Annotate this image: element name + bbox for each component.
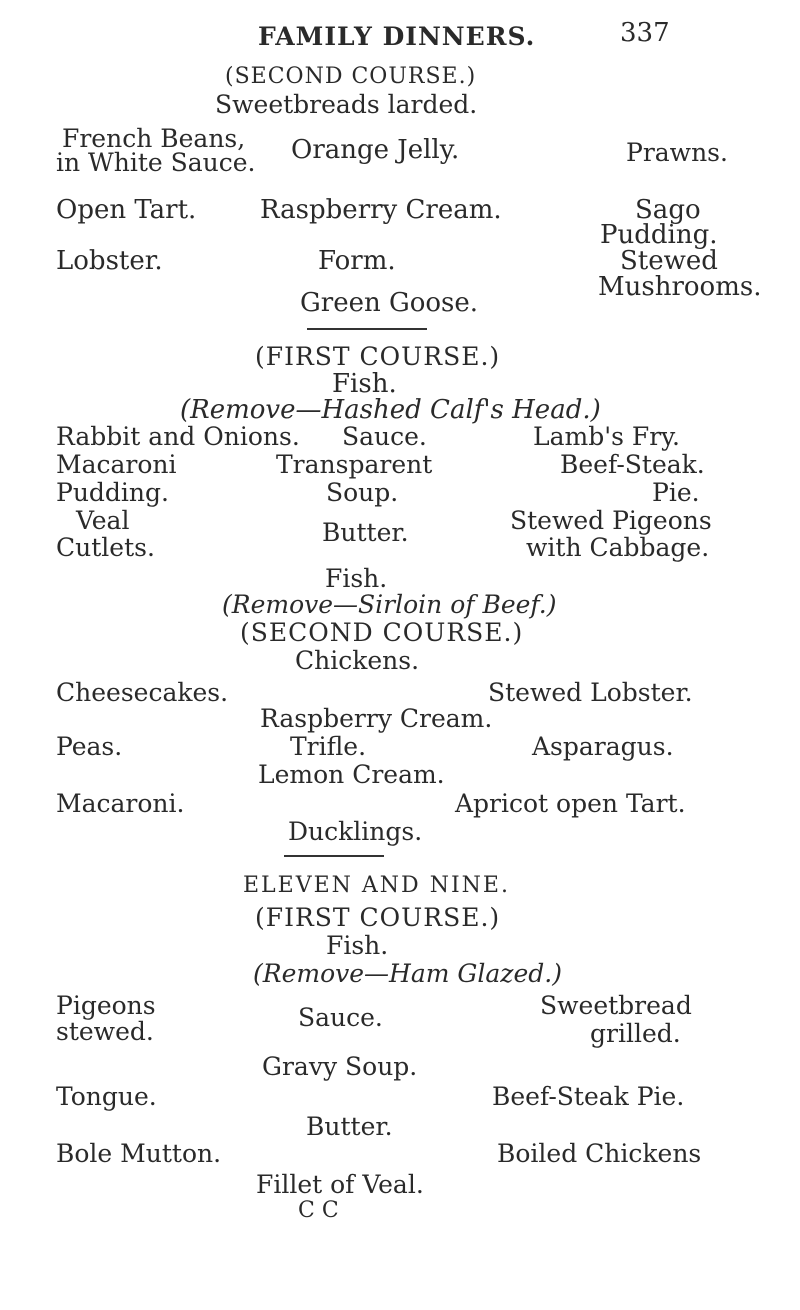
dish-center: Sauce. [298,1003,383,1032]
dish-center: Raspberry Cream. [260,704,493,733]
dish-bottom: Green Goose. [300,288,479,318]
dish-right: Pudding. [600,220,718,250]
dish-top: Fish. [326,931,389,960]
dish-center: Raspberry Cream. [260,195,502,225]
course-label: (FIRST COURSE.) [255,342,501,371]
course-label: (SECOND COURSE.) [240,618,524,647]
dish-right: Beef-Steak. [560,450,705,479]
dish-left: Pudding. [56,478,169,507]
dish-right: Prawns. [626,138,728,167]
menu-heading: ELEVEN AND NINE. [243,873,510,898]
dish-left: Macaroni [56,450,177,479]
dish-top: Fish. [332,369,397,399]
dish-right: Boiled Chickens [497,1139,702,1168]
dish-right: Lamb's Fry. [533,422,680,451]
dish-top: Chickens. [295,646,420,675]
page-number: 337 [620,18,670,48]
dish-bottom: Fillet of Veal. [256,1170,424,1199]
dish-right: Stewed [620,246,718,276]
dish-left: in White Sauce. [56,148,256,177]
dish-left: Cheesecakes. [56,678,229,707]
dish-left: Lobster. [56,246,163,276]
dish-left: Pigeons [56,991,156,1020]
dish-right: grilled. [590,1019,681,1048]
dish-right: Stewed Pigeons [510,506,712,535]
dish-center: Butter. [306,1112,393,1141]
dish-left: French Beans, [62,124,246,153]
dish-left: Tongue. [56,1082,157,1111]
dish-left: Open Tart. [56,195,197,225]
dish-center: Trifle. [290,732,367,761]
dish-left: stewed. [56,1017,154,1046]
dish-center: Soup. [326,478,399,507]
dish-left: Rabbit and Onions. [56,422,300,451]
dish-center: Butter. [322,518,409,547]
divider [307,328,427,330]
dish-center: Gravy Soup. [262,1052,418,1081]
dish-center: Lemon Cream. [258,760,445,789]
dish-center: Transparent [276,450,433,479]
dish-bottom: Fish. [325,564,388,593]
dish-center: Orange Jelly. [291,135,460,165]
dish-left: Peas. [56,732,123,761]
dish-left: Bole Mutton. [56,1139,222,1168]
dish-center: Form. [318,246,396,276]
dish-right: Sweetbread [540,991,692,1020]
remove-note: (Remove—Hashed Calf's Head.) [180,395,601,425]
course-label: (SECOND COURSE.) [225,64,477,89]
dish-right: Sago [635,195,701,225]
running-head: FAMILY DINNERS. [258,22,536,51]
divider [284,855,384,857]
signature-mark: C C [298,1198,339,1223]
dish-left: Veal [76,506,130,535]
dish-bottom: Ducklings. [288,817,423,846]
dish-right: Asparagus. [532,732,674,761]
dish-center: Sauce. [342,422,427,451]
dish-left: Macaroni. [56,789,185,818]
remove-note: (Remove—Ham Glazed.) [253,959,562,988]
dish-right: Pie. [652,478,700,507]
remove-note: (Remove—Sirloin of Beef.) [222,590,557,619]
dish-right: Mushrooms. [598,272,762,302]
dish-top: Sweetbreads larded. [215,90,478,119]
dish-right: Beef-Steak Pie. [492,1082,685,1111]
dish-right: Stewed Lobster. [488,678,693,707]
course-label: (FIRST COURSE.) [255,903,501,932]
dish-left: Cutlets. [56,533,155,562]
dish-right: Apricot open Tart. [455,789,686,818]
dish-right: with Cabbage. [526,533,710,562]
